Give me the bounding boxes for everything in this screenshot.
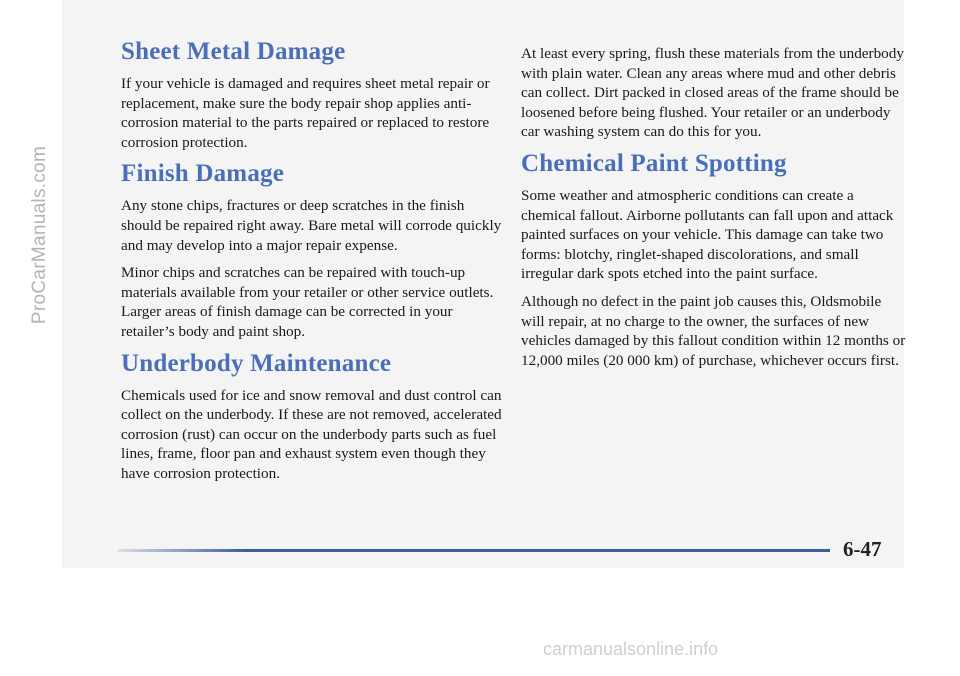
paragraph: Minor chips and scratches can be repaired with touch-up materials available from your retailer or other service outlets. Larger areas of finish damage can be corrected in your retailer’s body and paint shop. [121, 264, 494, 340]
paragraph-continued: At least every spring, flush these materials from the underbody with plain water. Clean any areas where mud and other debris can collect. Dirt packed in closed areas of the frame should be loosened before being flushed. Your retailer or an underbody car washing system can do this for you. [521, 45, 904, 141]
paragraph: Any stone chips, fractures or deep scratches in the finish should be repaired right away. Bare metal will corrode quickly and may develop into a major repair expense. [121, 197, 502, 254]
right-column [521, 38, 906, 378]
bottom-watermark: carmanualsonline.info [543, 639, 719, 659]
section-finish-damage [121, 160, 506, 341]
page-number: 6-47 [843, 537, 882, 561]
paragraph: If your vehicle is damaged and requires sheet metal repair or replacement, make sure the body repair shop applies anti-corrosion material to the parts repaired or replaced to restore corrosion protection. [121, 75, 490, 151]
heading-chemical-paint-spotting: Chemical Paint Spotting [521, 149, 787, 177]
paragraph: Although no defect in the paint job causes this, Oldsmobile will repair, at no charge to the owner, the surfaces of new vehicles damaged by this fallout condition within 12 months or 12,000 miles (20 000 km) of purchase, whichever occurs first. [521, 292, 906, 369]
side-watermark [18, 60, 62, 410]
heading-sheet-metal-damage: Sheet Metal Damage [121, 38, 346, 65]
section-underbody-maintenance [121, 350, 506, 484]
paragraph: Some weather and atmospheric conditions can create a chemical fallout. Airborne pollutants can fall upon and attack painted surfaces on your vehicle. This damage can take two forms: blotchy, ringlet-shaped discolorations, and small irregular dark spots etched into the paint surface. [521, 186, 894, 283]
left-column [121, 38, 506, 492]
side-watermark-text: ProCarManuals.com [29, 145, 50, 325]
paragraph: Chemicals used for ice and snow removal and dust control can collect on the underbody. If these are not removed, accelerated corrosion (rust) can occur on the underbody parts such as fuel lines, frame, floor pan and exhaust system even though they have corrosion protection. [121, 386, 502, 482]
section-chemical-paint-spotting [521, 150, 906, 370]
heading-finish-damage: Finish Damage [121, 160, 285, 188]
section-sheet-metal-damage [121, 38, 506, 152]
footer-rule [118, 549, 830, 552]
heading-underbody-maintenance: Underbody Maintenance [121, 349, 392, 377]
